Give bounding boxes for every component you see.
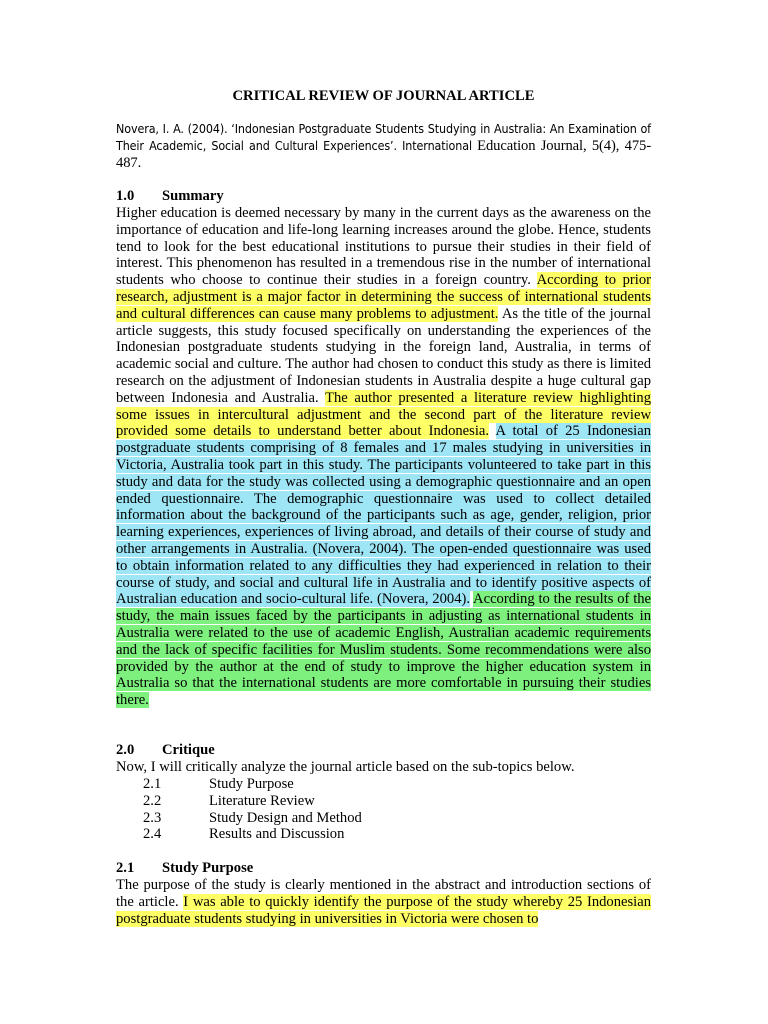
summary-highlight-adjustment: According to prior research, adjustment is a major factor in determining the success of international students and cultural differences can cause many problems to adjustment. (116, 272, 651, 322)
list-item: 2.4 Results and Discussion (143, 826, 345, 843)
critique-title: Critique (162, 742, 215, 758)
list-item: 2.1 Study Purpose (143, 776, 294, 792)
critique-intro: Now, I will critically analyze the journal article based on the sub-topics below. (116, 759, 575, 775)
study-purpose-heading (116, 860, 253, 877)
summary-heading (116, 188, 224, 205)
study-purpose-paragraph (116, 877, 651, 927)
study-purpose-number: 2.1 (116, 860, 135, 876)
citation-tail: Education Journal, 5(4), 475-487. (116, 137, 651, 171)
summary-paragraph (116, 205, 651, 709)
summary-highlight-literature: The author presented a literature review highlighting some issues in intercultural adjustment and the second part of the literature review provided some details to understand better about Indonesia. (116, 389, 651, 440)
citation-main: Novera, I. A. (2004). ‘Indonesian Postgraduate Students Studying in Australia: An Examination of Their Academic, Social and Cultural Experiences’. International (116, 121, 651, 153)
critique-subtopic-list (143, 776, 362, 843)
list-item: 2.2 Literature Review (143, 792, 315, 809)
summary-text-2: As the title of the journal article suggests, this study focused specifically on understanding the experiences of the Indonesian postgraduate students studying in the foreign land, Australia, in terms of academic social and culture. The author had chosen to conduct this study as there is limited research on the adjustment of Indonesian students in Australia despite a huge cultural gap between Indonesia and Australia. (116, 305, 651, 406)
study-purpose-title: Study Purpose (162, 860, 254, 876)
document-title: CRITICAL REVIEW OF JOURNAL ARTICLE (232, 88, 535, 104)
summary-text-1: Higher education is deemed necessary by many in the current days as the awareness on the importance of education and life-long learning increases around the globe. Hence, students tend to look for the best educational institutions to pursue their studies in their field of interest. This phenomenon has resulted in a tremendous rise in the number of international students who choose to continue their studies in a foreign country. (116, 205, 651, 289)
purpose-text-1: The purpose of the study is clearly mentioned in the abstract and introduction sections of the article. (116, 877, 651, 910)
article-citation (116, 121, 651, 171)
summary-number: 1.0 (116, 188, 135, 204)
summary-highlight-results: According to the results of the study, the main issues faced by the participants in adjusting as international students in Australia were related to the use of academic English, Australian academic requirements and the lack of specific facilities for Muslim students. Some recommendations were also provided by the author at the end of study to improve the higher education system in Australia so that the international students are more comfortable in pursuing their studies there. (116, 591, 652, 709)
summary-title: Summary (162, 188, 224, 204)
purpose-highlight: I was able to quickly identify the purpose of the study whereby 25 Indonesian postgraduate students studying in universities in Victoria were chosen to (116, 893, 651, 927)
summary-highlight-method: A total of 25 Indonesian postgraduate students comprising of 8 females and 17 males studying in universities in Victoria, Australia took part in this study. The participants volunteered to take part in this study and data for the study was collected using a demographic questionnaire and an open ended questionnaire. The demographic questionnaire was used to collect detailed information about the background of the participants such as age, gender, religion, prior learning experiences, experiences of living abroad, and details of their course of study and other arrangements in Australia. (Novera, 2004). The open-ended questionnaire was used to obtain information related to any difficulties they had experienced in relation to their course of study, and social and cultural life in Australia and to identify positive aspects of Australian education and socio-cultural life. (Novera, 2004). (116, 423, 652, 608)
list-item: 2.3 Study Design and Method (143, 809, 362, 826)
critique-heading (116, 742, 215, 759)
critique-number: 2.0 (116, 742, 135, 758)
summary-text-3 (489, 423, 495, 439)
